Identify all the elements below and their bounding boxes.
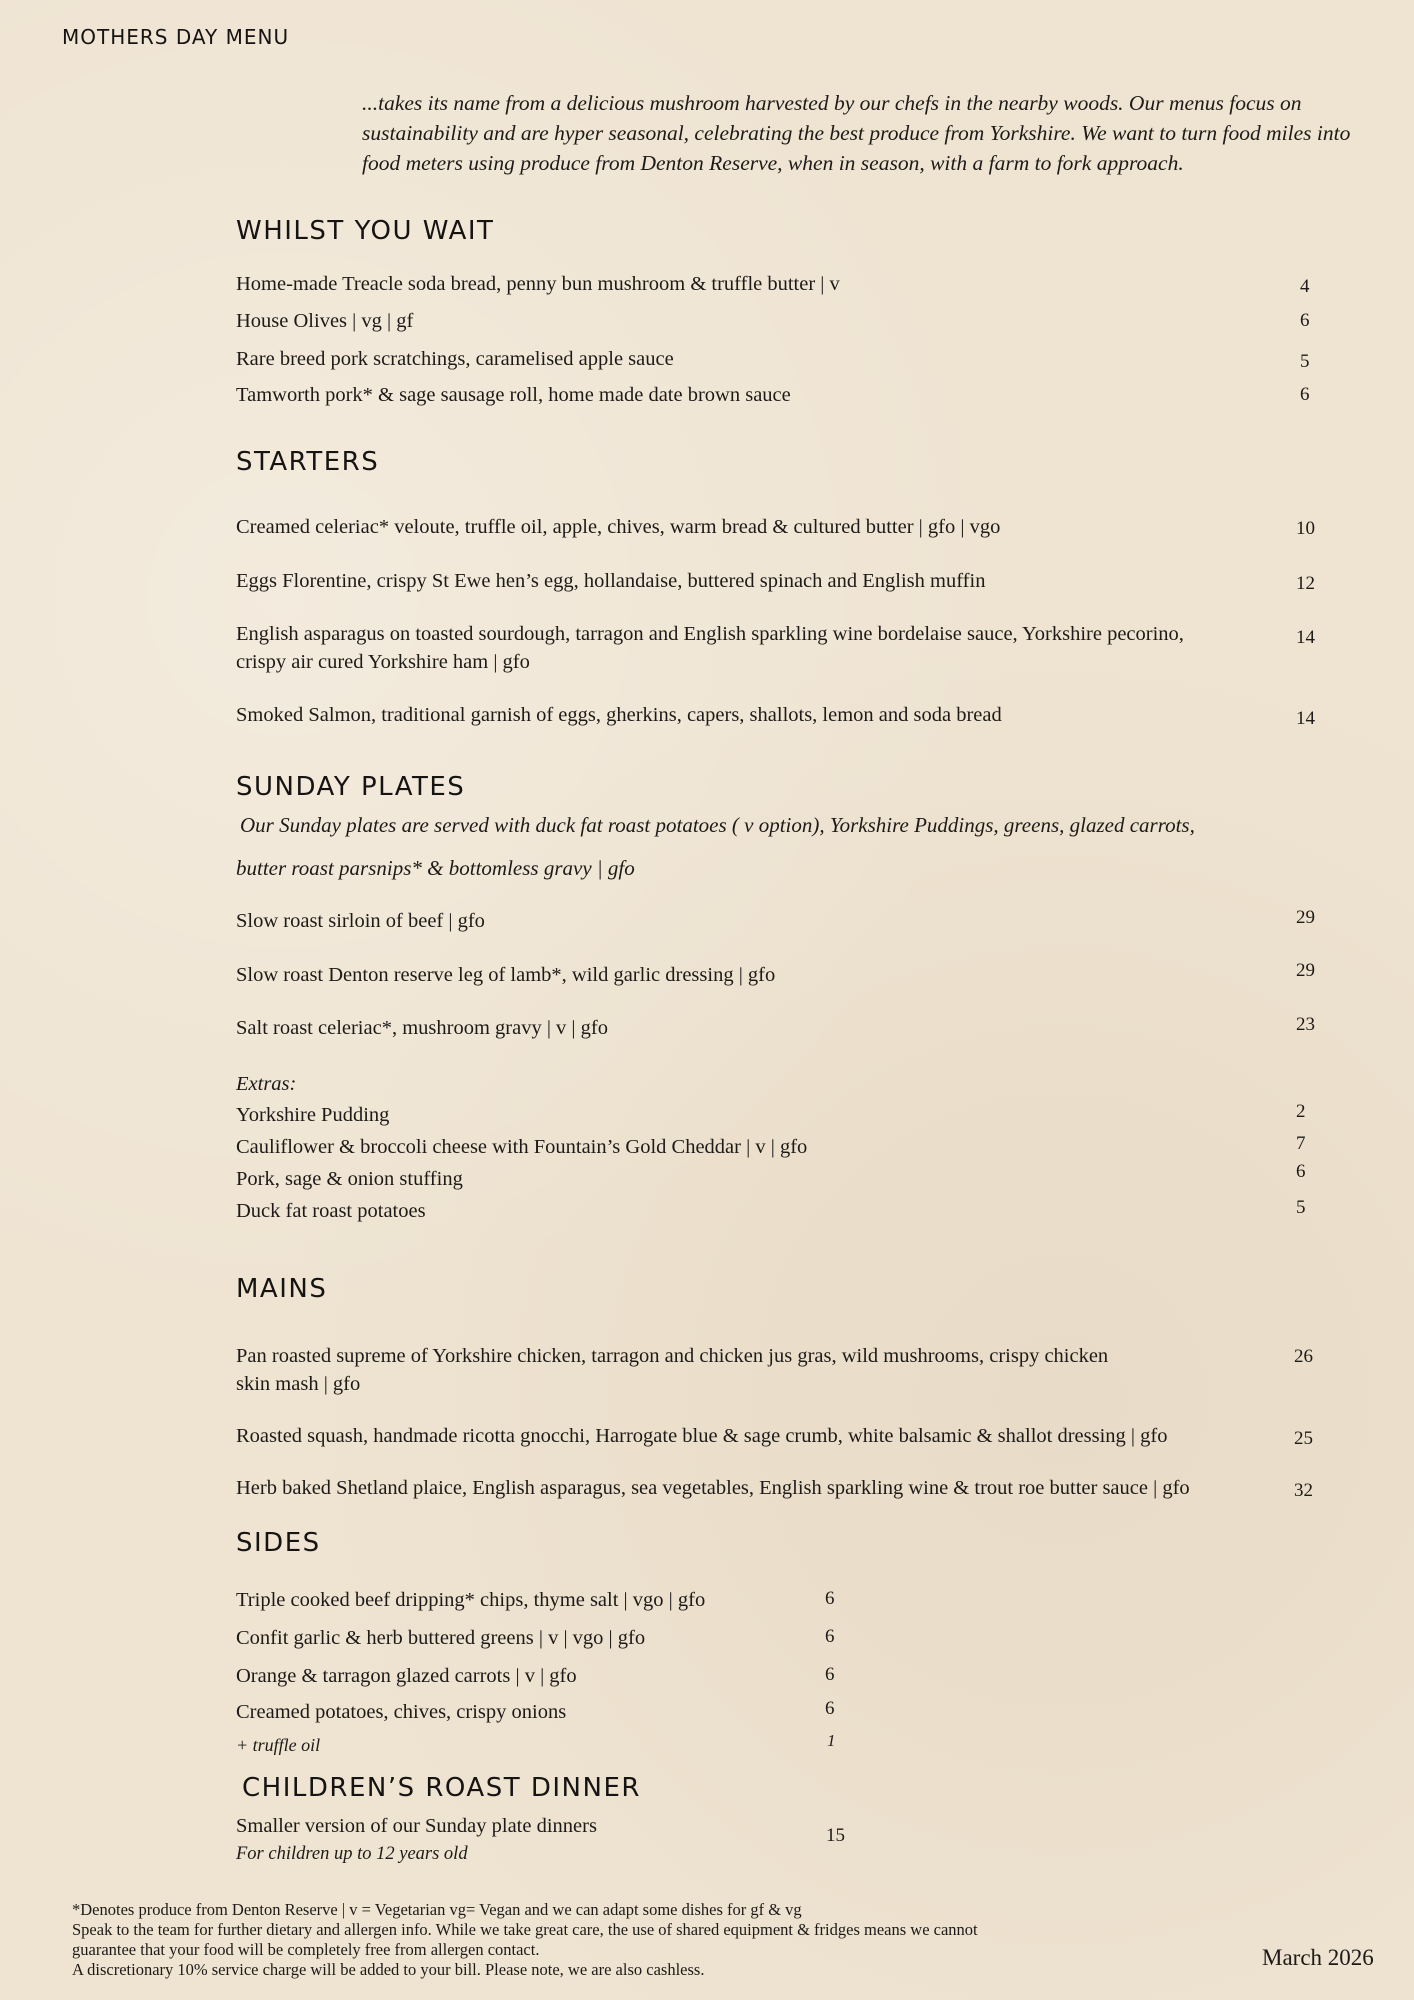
- menu-item-name: Home-made Treacle soda bread, penny bun mushroom & truffle butter | v: [236, 273, 840, 295]
- extra-item-price: 5: [1296, 1197, 1306, 1218]
- menu-item-price: 6: [1300, 310, 1310, 331]
- extra-item-price: 6: [1296, 1161, 1306, 1182]
- extra-item-name: Cauliflower & broccoli cheese with Fountain’s Gold Cheddar | v | gfo: [236, 1136, 808, 1158]
- extra-item-price: 2: [1296, 1101, 1306, 1122]
- menu-item-name: House Olives | vg | gf: [236, 310, 414, 332]
- section-note: butter roast parsnips* & bottomless gravy | gfo: [236, 856, 635, 880]
- menu-item-name: Smoked Salmon, traditional garnish of eggs, gherkins, capers, shallots, lemon and soda bread: [236, 704, 1002, 726]
- menu-item-price: 29: [1296, 960, 1315, 981]
- menu-item-price: 12: [1296, 573, 1315, 594]
- side-item-name: Confit garlic & herb buttered greens | v | vgo | gfo: [236, 1627, 646, 1649]
- menu-item-name: Pan roasted supreme of Yorkshire chicken, tarragon and chicken jus gras, wild mushrooms, crispy chicken skin mash | gfo: [236, 1345, 1109, 1395]
- footer-line: guarantee that your food will be completely free from allergen contact.: [72, 1940, 540, 1959]
- page-title: MOTHERS DAY MENU: [62, 25, 290, 49]
- menu-item-name: Tamworth pork* & sage sausage roll, home made date brown sauce: [236, 384, 791, 406]
- extra-item-name: Duck fat roast potatoes: [236, 1200, 426, 1222]
- menu-item-price: 6: [1300, 384, 1310, 405]
- menu-item-name: Herb baked Shetland plaice, English asparagus, sea vegetables, English sparkling wine & trout roe butter sauce | gfo: [236, 1477, 1190, 1499]
- section-heading-sunday-plates: SUNDAY PLATES: [236, 772, 466, 802]
- menu-item-name: Slow roast sirloin of beef | gfo: [236, 910, 485, 932]
- side-item-price: 6: [825, 1626, 835, 1647]
- footer-line: *Denotes produce from Denton Reserve | v = Vegetarian vg= Vegan and we can adapt some dishes for gf & vg: [72, 1900, 802, 1919]
- side-item-name: Triple cooked beef dripping* chips, thyme salt | vgo | gfo: [236, 1589, 706, 1611]
- menu-item-price: 5: [1300, 351, 1310, 372]
- section-heading-mains: MAINS: [236, 1274, 328, 1304]
- menu-item-name: Creamed celeriac* veloute, truffle oil, apple, chives, warm bread & cultured butter | gfo | vgo: [236, 516, 1001, 538]
- menu-item-price: 4: [1300, 276, 1310, 297]
- menu-item-name: Salt roast celeriac*, mushroom gravy | v | gfo: [236, 1017, 608, 1039]
- allergen-footer: [72, 1900, 1252, 1980]
- side-addon-price: 1: [827, 1731, 836, 1750]
- menu-item-name: English asparagus on toasted sourdough, tarragon and English sparkling wine bordelaise sauce, Yorkshire pecorino, crispy air cured Yorkshire ham | gfo: [236, 623, 1184, 673]
- section-note: Our Sunday plates are served with duck fat roast potatoes ( v option), Yorkshire Puddings, greens, glazed carrots,: [240, 813, 1195, 837]
- menu-item-name: Rare breed pork scratchings, caramelised apple sauce: [236, 348, 674, 370]
- menu-date: March 2026: [1262, 1945, 1374, 1970]
- side-item-name: Creamed potatoes, chives, crispy onions: [236, 1701, 567, 1723]
- menu-item-name: Eggs Florentine, crispy St Ewe hen’s egg, hollandaise, buttered spinach and English muffin: [236, 570, 986, 592]
- section-heading-sides: SIDES: [236, 1528, 321, 1558]
- side-item-price: 6: [825, 1588, 835, 1609]
- intro-text: ...takes its name from a delicious mushroom harvested by our chefs in the nearby woods. Our menus focus on sustainability and are hyper seasonal, celebrating the best produce from Yorkshire. We want to turn food miles into food meters using produce from Denton Reserve, when in season, with a farm to fork approach.: [362, 91, 1351, 175]
- side-item-name: Orange & tarragon glazed carrots | v | gfo: [236, 1665, 577, 1687]
- menu-item-price: 14: [1296, 708, 1315, 729]
- extra-item-name: Pork, sage & onion stuffing: [236, 1168, 463, 1190]
- footer-line: A discretionary 10% service charge will be added to your bill. Please note, we are also cashless.: [72, 1960, 705, 1979]
- section-heading-starters: STARTERS: [236, 447, 380, 477]
- extras-label: Extras:: [236, 1073, 297, 1095]
- side-addon-name: + truffle oil: [236, 1735, 321, 1755]
- children-note: For children up to 12 years old: [236, 1844, 468, 1864]
- menu-item-price: 32: [1294, 1480, 1313, 1501]
- menu-item-price: 14: [1296, 627, 1315, 648]
- section-heading-childrens-roast: CHILDREN’S ROAST DINNER: [242, 1773, 641, 1803]
- menu-item-price: 26: [1294, 1346, 1313, 1367]
- menu-item-price: 23: [1296, 1014, 1315, 1035]
- side-item-price: 6: [825, 1664, 835, 1685]
- children-item-name: Smaller version of our Sunday plate dinners: [236, 1815, 597, 1837]
- menu-item-price: 29: [1296, 907, 1315, 928]
- menu-item-name: Roasted squash, handmade ricotta gnocchi, Harrogate blue & sage crumb, white balsamic & shallot dressing | gfo: [236, 1425, 1168, 1447]
- footer-line: Speak to the team for further dietary and allergen info. While we take great care, the use of shared equipment & fridges means we cannot: [72, 1920, 978, 1939]
- extra-item-price: 7: [1296, 1133, 1306, 1154]
- menu-item-name: Slow roast Denton reserve leg of lamb*, wild garlic dressing | gfo: [236, 964, 776, 986]
- section-heading-whilst-you-wait: WHILST YOU WAIT: [236, 216, 495, 246]
- menu-item-price: 10: [1296, 518, 1315, 539]
- extra-item-name: Yorkshire Pudding: [236, 1104, 390, 1126]
- side-item-price: 6: [825, 1698, 835, 1719]
- children-item-price: 15: [826, 1825, 845, 1846]
- menu-item-price: 25: [1294, 1428, 1313, 1449]
